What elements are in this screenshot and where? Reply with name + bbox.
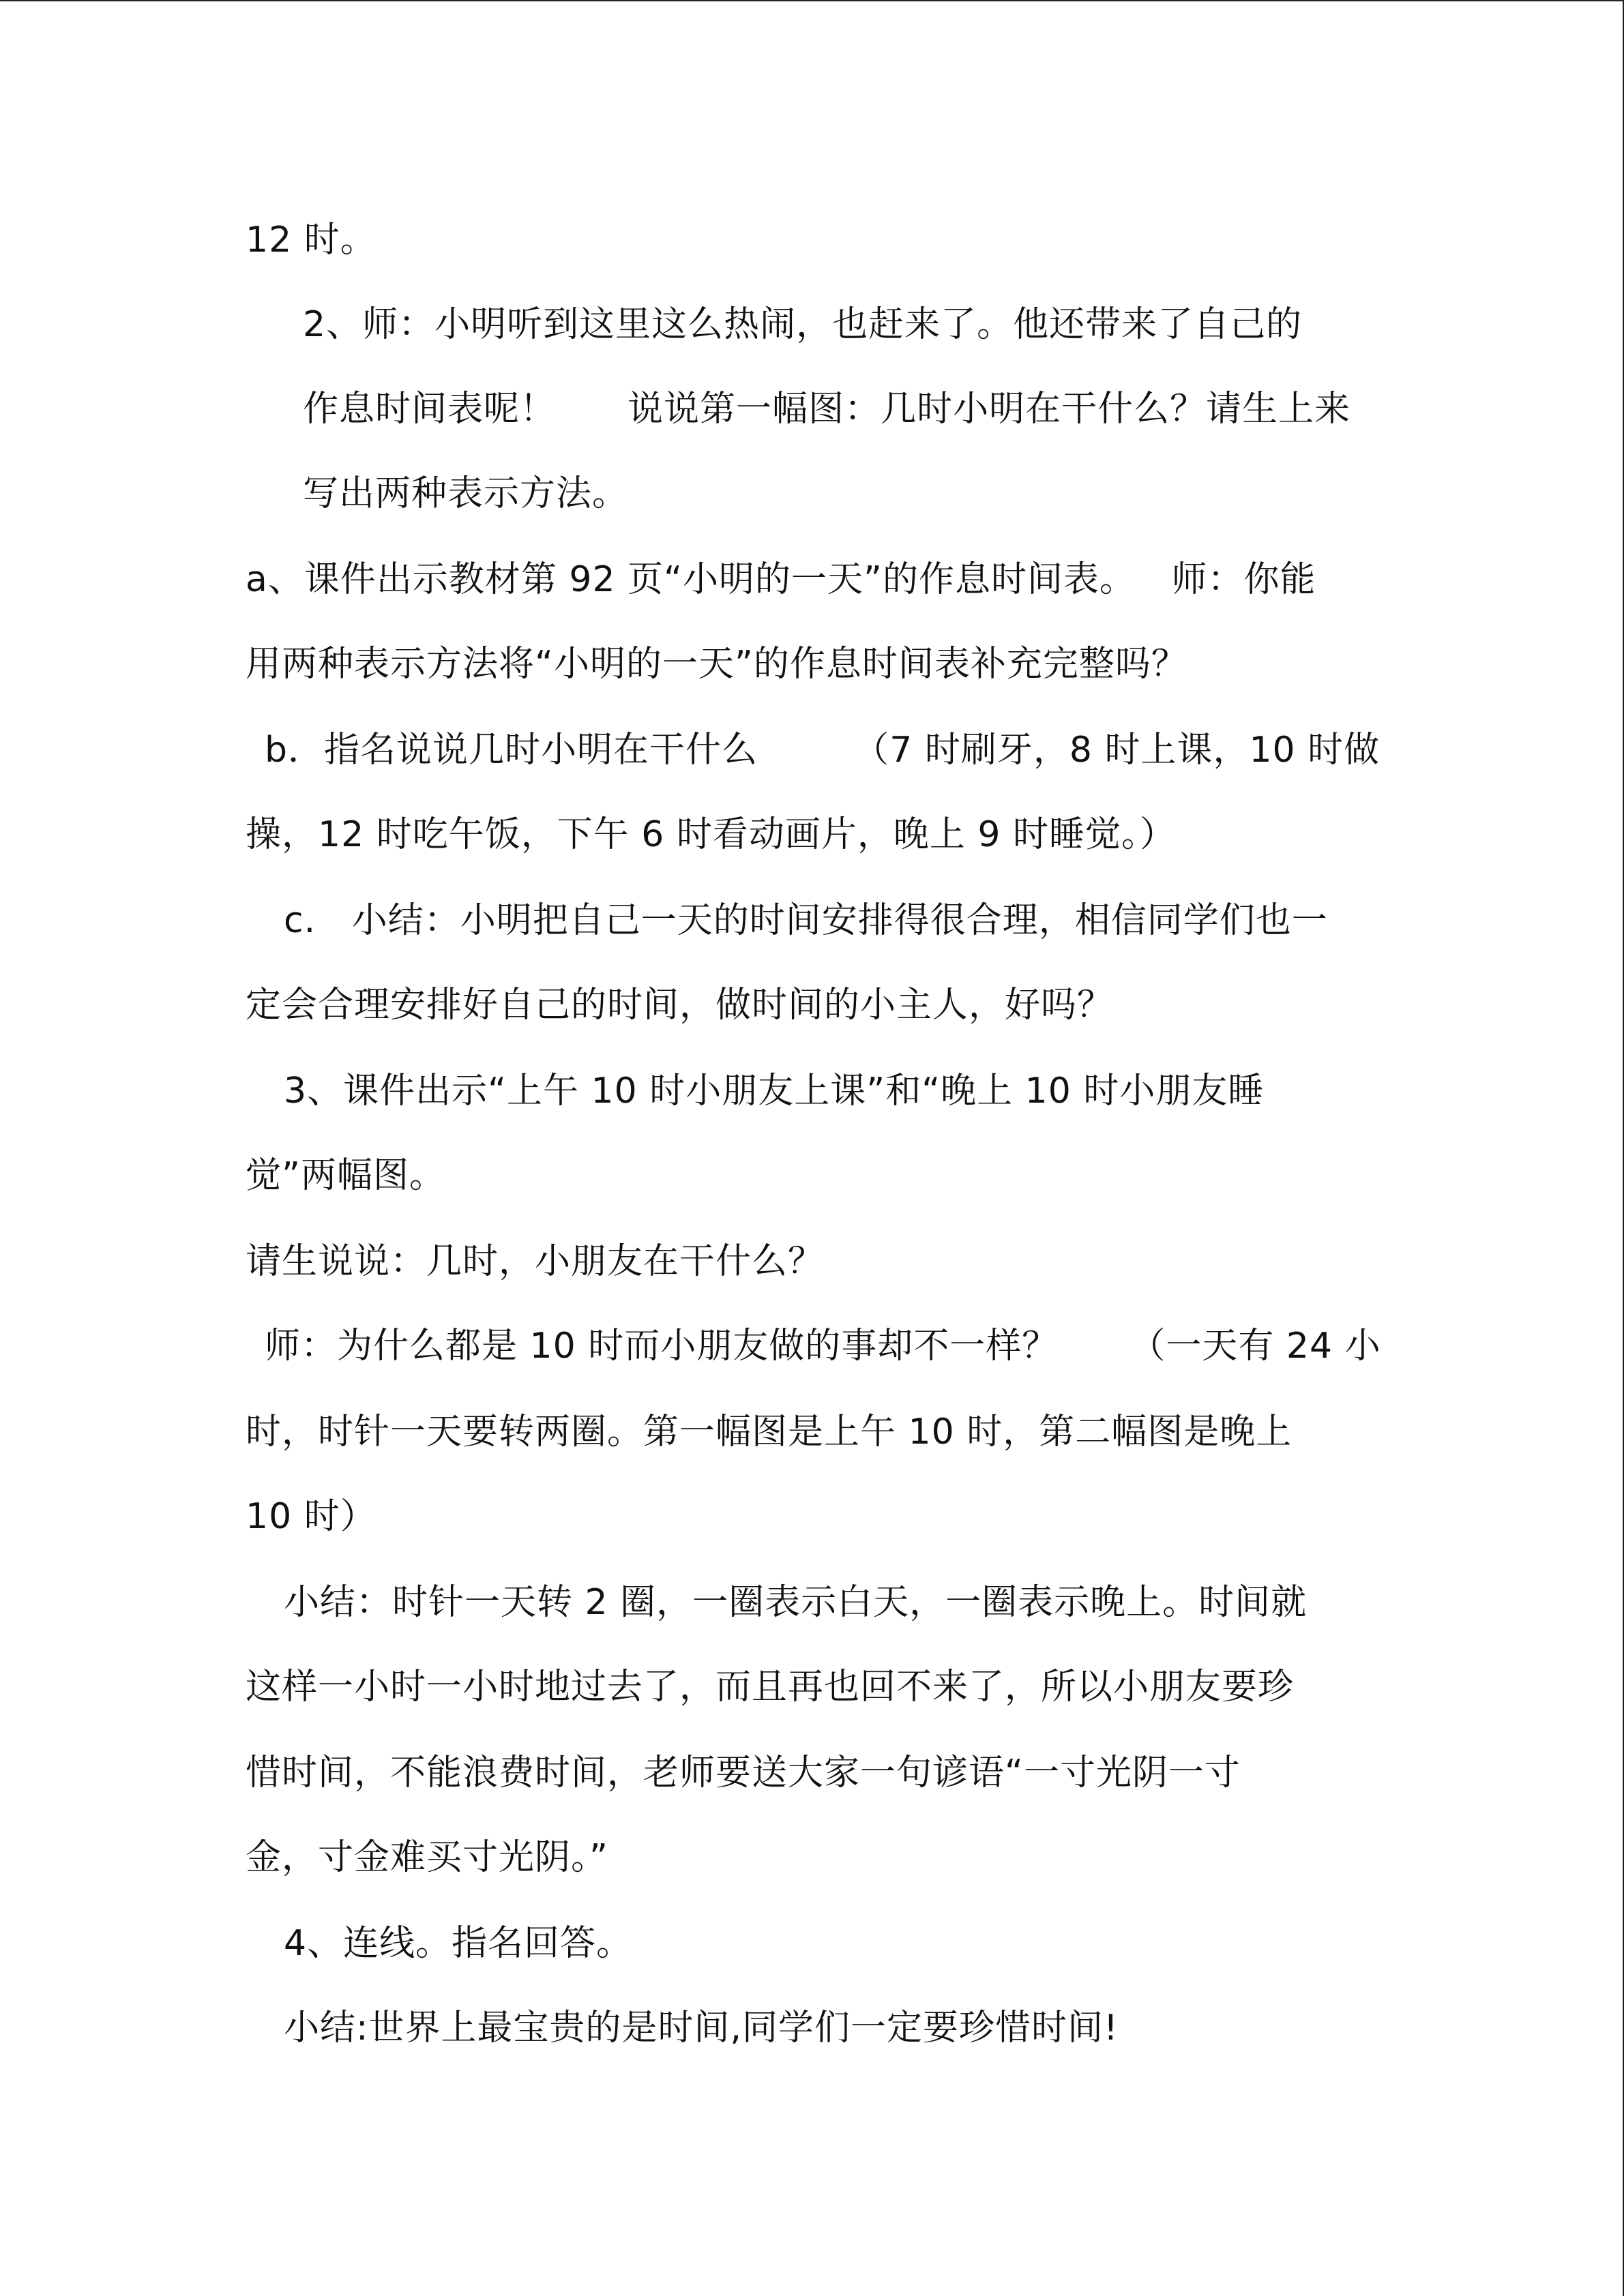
text-line-12: 觉”两幅图。	[246, 1155, 445, 1196]
text-line-2: 2、师：小明听到这里这么热闹，也赶来了。他还带来了自己的	[303, 304, 1303, 345]
page-border-top	[0, 0, 1624, 1]
text-line-11: 3、课件出示“上午 10 时小朋友上课”和“晚上 10 时小朋友睡	[284, 1071, 1265, 1112]
text-line-14: 师：为什么都是 10 时而小朋友做的事却不一样？ （一天有 24 小	[265, 1326, 1381, 1367]
text-line-13: 请生说说：几时，小朋友在干什么？	[246, 1241, 825, 1282]
text-line-5: a、课件出示教材第 92 页“小明的一天”的作息时间表。 师：你能	[246, 559, 1316, 600]
text-line-1: 12 时。	[246, 220, 377, 260]
text-line-17: 小结：时针一天转 2 圈，一圈表示白天，一圈表示晚上。时间就	[284, 1582, 1308, 1623]
text-line-3: 作息时间表呢！ 说说第一幅图：几时小明在干什么？请生上来	[303, 389, 1351, 430]
text-line-22: 小结:世界上最宝贵的是时间,同学们一定要珍惜时间!	[284, 2008, 1119, 2048]
text-line-10: 定会合理安排好自己的时间，做时间的小主人，好吗？	[246, 985, 1114, 1026]
text-line-4: 写出两种表示方法。	[303, 473, 629, 514]
text-line-18: 这样一小时一小时地过去了，而且再也回不来了，所以小朋友要珍	[246, 1667, 1295, 1708]
text-line-8: 操，12 时吃午饭，下午 6 时看动画片，晚上 9 时睡觉。）	[246, 814, 1176, 855]
text-line-9: c. 小结：小明把自己一天的时间安排得很合理，相信同学们也一	[284, 900, 1328, 941]
text-line-7: b．指名说说几时小明在干什么 （7 时刷牙，8 时上课，10 时做	[265, 730, 1381, 771]
text-line-19: 惜时间，不能浪费时间，老师要送大家一句谚语“一寸光阴一寸	[246, 1753, 1241, 1793]
text-line-16: 10 时）	[246, 1496, 377, 1537]
text-line-20: 金，寸金难买寸光阴。”	[246, 1837, 608, 1878]
text-line-15: 时，时针一天要转两圈。第一幅图是上午 10 时，第二幅图是晚上	[246, 1412, 1293, 1452]
text-line-21: 4、连线。指名回答。	[284, 1923, 633, 1964]
text-line-6: 用两种表示方法将“小明的一天”的作息时间表补充完整吗？	[246, 644, 1187, 685]
